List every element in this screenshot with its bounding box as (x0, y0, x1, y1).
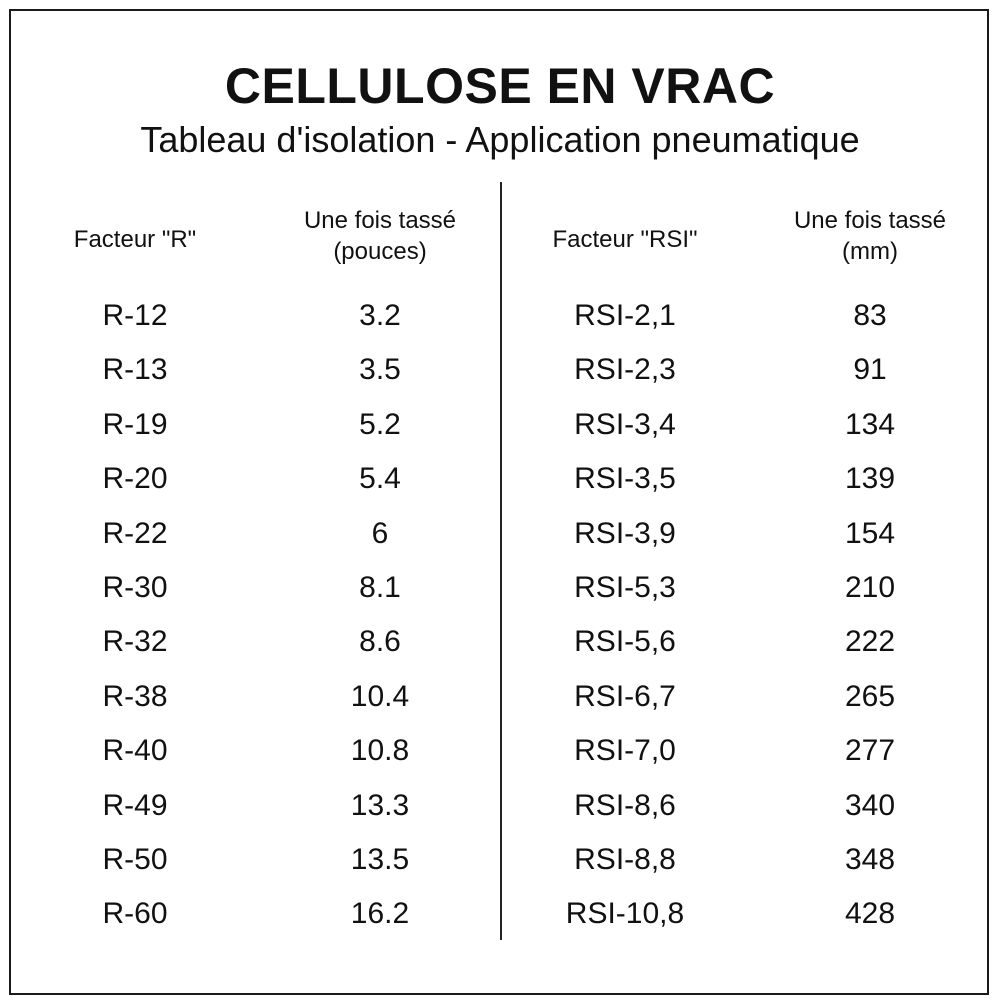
cell-mm: 139 (844, 462, 896, 495)
cell-rsi-factor: RSI-3,5 (574, 462, 676, 495)
cell-mm: 210 (844, 571, 896, 604)
cell-mm: 83 (853, 299, 887, 332)
cell-rsi-factor: RSI-5,3 (574, 571, 676, 604)
cell-inches: 5.2 (359, 408, 401, 441)
cell-r-factor: R-22 (102, 517, 168, 550)
cell-r-factor: R-30 (102, 571, 168, 604)
cell-r-factor: R-20 (102, 462, 168, 495)
cell-inches: 6 (371, 517, 389, 550)
cell-rsi-factor: RSI-10,8 (565, 897, 685, 930)
cell-rsi-factor: RSI-2,1 (574, 299, 676, 332)
cell-r-factor: R-38 (102, 680, 168, 713)
header-inches-line2: (pouces) (333, 238, 427, 265)
cell-mm: 154 (844, 517, 896, 550)
cell-inches: 8.6 (359, 625, 401, 658)
cell-mm: 340 (844, 789, 896, 822)
cell-rsi-factor: RSI-2,3 (574, 353, 676, 386)
cell-r-factor: R-12 (102, 299, 168, 332)
cell-inches: 10.4 (350, 680, 410, 713)
cell-mm: 348 (844, 843, 896, 876)
cell-r-factor: R-13 (102, 353, 168, 386)
cell-rsi-factor: RSI-8,8 (574, 843, 676, 876)
cell-r-factor: R-40 (102, 734, 168, 767)
cell-rsi-factor: RSI-5,6 (574, 625, 676, 658)
cell-mm: 91 (853, 353, 887, 386)
cell-inches: 8.1 (359, 571, 401, 604)
cell-inches: 13.5 (350, 843, 410, 876)
cell-inches: 13.3 (350, 789, 410, 822)
cell-r-factor: R-32 (102, 625, 168, 658)
cell-rsi-factor: RSI-8,6 (574, 789, 676, 822)
header-inches (300, 205, 460, 267)
cell-rsi-factor: RSI-7,0 (574, 734, 676, 767)
cell-mm: 265 (844, 680, 896, 713)
header-mm-line2: (mm) (842, 238, 898, 265)
page-subtitle: Tableau d'isolation - Application pneumatique (140, 119, 860, 160)
header-r-factor: Facteur "R" (73, 226, 197, 253)
cell-r-factor: R-19 (102, 408, 168, 441)
cell-r-factor: R-50 (102, 843, 168, 876)
cell-rsi-factor: RSI-3,9 (574, 517, 676, 550)
cell-r-factor: R-49 (102, 789, 168, 822)
header-rsi-factor: Facteur "RSI" (552, 226, 698, 253)
cell-inches: 16.2 (350, 897, 410, 930)
cell-mm: 134 (844, 408, 896, 441)
cell-inches: 3.2 (359, 299, 401, 332)
cell-mm: 428 (844, 897, 896, 930)
cell-rsi-factor: RSI-6,7 (574, 680, 676, 713)
page-title: CELLULOSE EN VRAC (224, 58, 776, 114)
cell-mm: 277 (844, 734, 896, 767)
header-mm-line1: Une fois tassé (793, 207, 947, 234)
cell-inches: 3.5 (359, 353, 401, 386)
column-divider (500, 182, 502, 940)
cell-inches: 5.4 (359, 462, 401, 495)
header-inches-line1: Une fois tassé (303, 207, 457, 234)
cell-inches: 10.8 (350, 734, 410, 767)
cell-r-factor: R-60 (102, 897, 168, 930)
cell-mm: 222 (844, 625, 896, 658)
cell-rsi-factor: RSI-3,4 (574, 408, 676, 441)
header-mm (790, 205, 950, 267)
